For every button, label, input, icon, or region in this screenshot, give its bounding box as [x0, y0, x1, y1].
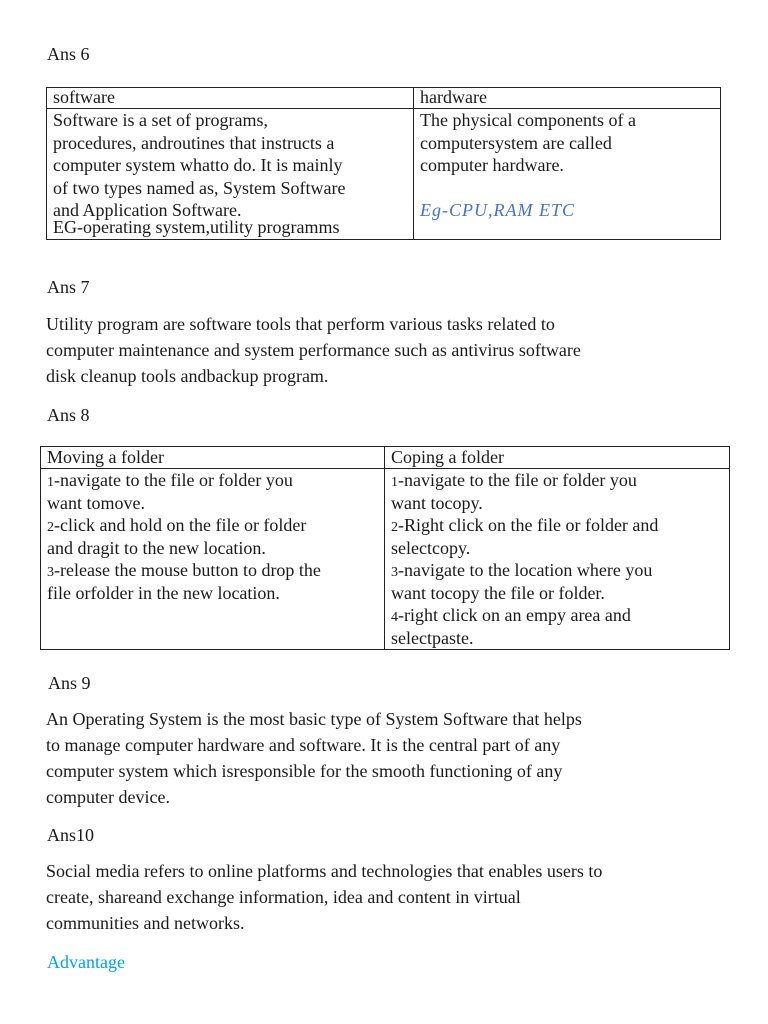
ans6-software-header: software — [47, 88, 414, 109]
ans6-hardware-header: hardware — [414, 88, 721, 109]
ans8-table — [40, 446, 730, 650]
step-text: -navigate to the file or folder you — [398, 470, 637, 490]
step-text: selectcopy. — [391, 537, 471, 558]
ans6-software-line: procedures, androutines that instructs a — [53, 132, 335, 153]
ans7-heading: Ans 7 — [47, 277, 90, 297]
ans9-paragraph — [46, 706, 582, 810]
ans7-line: disk cleanup tools andbackup program. — [46, 366, 329, 386]
ans8-copying-cell — [385, 469, 730, 650]
ans8-heading: Ans 8 — [47, 405, 90, 425]
step-number: 3 — [391, 565, 398, 580]
ans6-hardware-line: The physical components of a — [420, 110, 636, 130]
ans7-paragraph — [46, 311, 581, 389]
ans9-line: computer device. — [46, 787, 170, 807]
ans6-software-cell — [47, 109, 414, 240]
ans6-heading: Ans 6 — [47, 44, 90, 64]
step-text: selectpaste. — [391, 627, 474, 648]
step-number: 2 — [47, 520, 54, 535]
ans10-line: communities and networks. — [46, 913, 245, 933]
step-number: 1 — [47, 475, 54, 490]
step-text: -right click on an empy area and — [398, 605, 631, 625]
step-number: 3 — [47, 565, 54, 580]
step-text: want tocopy the file or folder. — [391, 582, 605, 603]
ans7-line: Utility program are software tools that perform various tasks related to — [46, 314, 555, 334]
ans6-software-line: and Application Software. — [53, 200, 242, 220]
step-text: -release the mouse button to drop the — [54, 560, 321, 580]
ans9-line: An Operating System is the most basic type of System Software that helps — [46, 709, 582, 729]
ans6-hardware-line: computer hardware. — [420, 155, 564, 175]
ans8-moving-cell — [41, 469, 385, 650]
ans9-line: computer system which isresponsible for the smooth functioning of any — [46, 761, 563, 781]
step-text: want tocopy. — [391, 492, 483, 513]
ans6-software-line: EG-operating system,utility programms — [53, 217, 340, 237]
step-text: -Right click on the file or folder and — [398, 515, 659, 535]
ans9-line: to manage computer hardware and software. It is the central part of any — [46, 735, 561, 755]
ans8-copying-header: Coping a folder — [385, 447, 730, 469]
ans10-heading: Ans10 — [47, 825, 95, 845]
ans10-line: create, shareand exchange information, idea and content in virtual — [46, 887, 521, 907]
step-text: want tomove. — [47, 492, 145, 513]
ans7-line: computer maintenance and system performance such as antivirus software — [46, 340, 581, 360]
ans10-paragraph — [46, 858, 602, 936]
ans6-table — [46, 87, 721, 240]
ans6-software-line: computer system whatto do. It is mainly — [53, 155, 343, 175]
step-number: 2 — [391, 520, 398, 535]
ans6-software-line: Software is a set of programs, — [53, 110, 268, 130]
step-number: 1 — [391, 475, 398, 490]
step-text: -click and hold on the file or folder — [54, 515, 307, 535]
ans9-heading: Ans 9 — [48, 673, 91, 693]
step-number: 4 — [391, 610, 398, 625]
ans6-hardware-cell — [414, 109, 721, 240]
step-text: and dragit to the new location. — [47, 537, 266, 558]
step-text: -navigate to the file or folder you — [54, 470, 293, 490]
ans10-line: Social media refers to online platforms and technologies that enables users to — [46, 861, 603, 881]
advantage-heading: Advantage — [47, 952, 125, 972]
ans6-hardware-example: Eg-CPU,RAM ETC — [420, 199, 575, 220]
ans8-moving-header: Moving a folder — [41, 447, 385, 469]
step-text: -navigate to the location where you — [398, 560, 653, 580]
ans6-hardware-line: computersystem are called — [420, 132, 612, 153]
ans6-software-line: of two types named as, System Software — [53, 177, 346, 198]
step-text: file orfolder in the new location. — [47, 582, 280, 603]
